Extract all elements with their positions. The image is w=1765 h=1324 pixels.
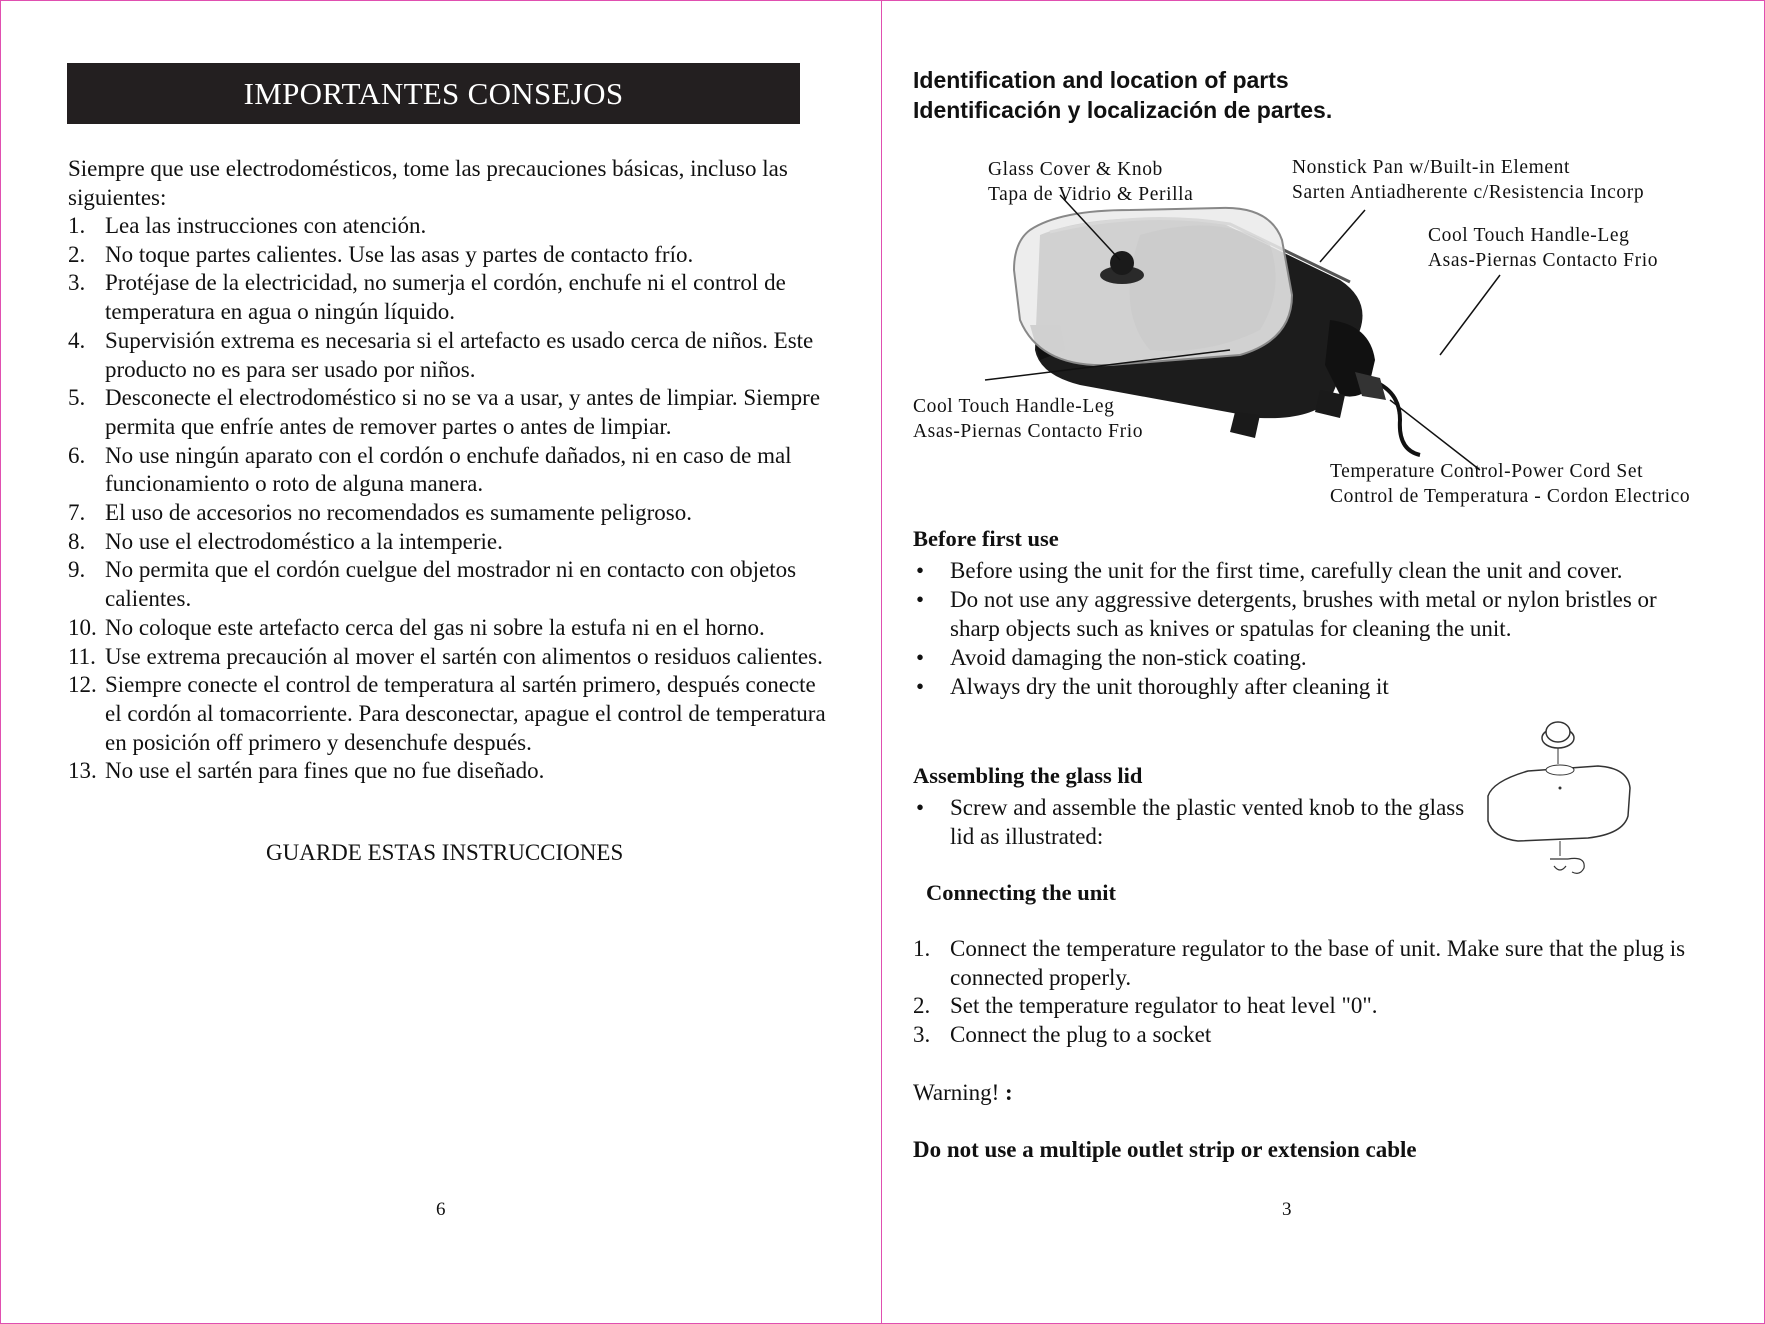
label-temperature-control: Temperature Control-Power Cord Set Control de Temperatura - Cordon Electrico	[1330, 461, 1691, 507]
before-first-use-list	[913, 556, 1703, 701]
page-number-left: 6	[436, 1199, 446, 1220]
list-item-text: Set the temperature regulator to heat level "0".	[950, 993, 1378, 1019]
list-item	[913, 992, 1703, 1021]
bullet-item	[913, 793, 1473, 851]
bullet-text: Always dry the unit thoroughly after cleaning it	[950, 674, 1389, 699]
bullet-item	[913, 585, 1703, 643]
bullet-dot: •	[916, 795, 925, 820]
list-item-text: No use ningún aparato con el cordón o enchufe dañados, ni en caso de mal funcionamiento o roto de alguna manera.	[105, 442, 792, 497]
list-item-number: 11.	[68, 643, 96, 669]
list-item	[68, 528, 838, 557]
label-handle-left: Cool Touch Handle-Leg Asas-Piernas Contacto Frio	[913, 396, 1144, 442]
list-item-number: 6.	[68, 442, 86, 468]
list-item-number: 2.	[68, 241, 86, 267]
label-nonstick-pan: Nonstick Pan w/Built-in Element Sarten Antiadherente c/Resistencia Incorp	[1292, 157, 1645, 203]
bullet-dot: •	[916, 558, 925, 583]
list-item-number: 4.	[68, 327, 86, 353]
list-item	[68, 757, 838, 786]
bullet-item	[913, 643, 1703, 672]
list-item	[68, 556, 838, 613]
list-item-text: Supervisión extrema es necesaria si el artefacto es usado cerca de niños. Este producto no es para ser usado por niños.	[105, 327, 814, 382]
bullet-text: Do not use any aggressive detergents, brushes with metal or nylon bristles or sharp objects such as knives or spatulas for cleaning the unit.	[950, 587, 1657, 641]
label-handle-right: Cool Touch Handle-Leg Asas-Piernas Contacto Frio	[1428, 225, 1659, 271]
page-divider	[881, 0, 882, 1324]
warning-text: Do not use a multiple outlet strip or extension cable	[913, 1137, 1417, 1162]
list-item-text: Desconecte el electrodoméstico si no se va a usar, y antes de limpiar. Siempre permita que enfríe antes de remover partes o antes de limpiar.	[105, 385, 821, 439]
before-first-use-heading: Before first use	[913, 526, 1059, 551]
temperature-control	[1355, 372, 1386, 400]
list-item-text: No permita que el cordón cuelgue del mostrador ni en contacto con objetos calientes.	[105, 557, 797, 612]
warning-line	[913, 1080, 1013, 1106]
list-item-number: 13.	[68, 758, 97, 784]
bullet-text: Avoid damaging the non-stick coating.	[950, 645, 1307, 670]
warning-label: Warning!	[913, 1080, 1000, 1105]
skillet-diagram	[900, 150, 1760, 520]
label-glass-cover: Glass Cover & Knob Tapa de Vidrio & Perilla	[988, 159, 1194, 205]
list-item	[913, 935, 1703, 992]
list-item-number: 12.	[68, 672, 97, 698]
list-item-text: No toque partes calientes. Use las asas y partes de contacto frío.	[105, 241, 694, 267]
list-item	[913, 1021, 1703, 1050]
bullet-text: Screw and assemble the plastic vented knob to the glass lid as illustrated:	[950, 795, 1465, 849]
list-item-text: No use el sartén para fines que no fue diseñado.	[105, 758, 545, 784]
safety-instructions-list	[68, 212, 838, 786]
section-banner: IMPORTANTES CONSEJOS	[67, 63, 800, 124]
list-item-number: 5.	[68, 385, 86, 411]
page-number-right: 3	[1282, 1199, 1292, 1220]
list-item-text: No use el electrodoméstico a la intemperie.	[105, 528, 503, 554]
list-item-text: Lea las instrucciones con atención.	[105, 213, 427, 238]
bullet-dot: •	[916, 645, 925, 670]
save-instructions-note: GUARDE ESTAS INSTRUCCIONES	[266, 840, 624, 865]
list-item	[68, 327, 838, 384]
list-item	[68, 499, 838, 528]
parts-title-es: Identificación y localización de partes.	[913, 97, 1333, 123]
list-item-text: El uso de accesorios no recomendados es sumamente peligroso.	[105, 500, 692, 526]
list-item	[68, 442, 838, 499]
connecting-steps-list	[913, 935, 1703, 1050]
bullet-dot: •	[916, 674, 925, 699]
list-item-number: 1.	[913, 936, 931, 961]
intro-text: Siempre que use electrodomésticos, tome las precauciones básicas, incluso las siguientes:	[68, 156, 788, 210]
assembling-list	[913, 793, 1473, 851]
list-item-number: 3.	[68, 270, 86, 296]
list-item-number: 10.	[68, 614, 97, 640]
bullet-text: Before using the unit for the first time, carefully clean the unit and cover.	[950, 558, 1623, 583]
list-item-number: 2.	[913, 993, 931, 1019]
list-item	[68, 212, 838, 241]
lid-assembly-illustration	[1468, 716, 1648, 876]
parts-title	[913, 65, 1332, 125]
list-item	[68, 671, 838, 757]
list-item	[68, 384, 838, 441]
bullet-item	[913, 672, 1703, 701]
parts-title-en: Identification and location of parts	[913, 67, 1289, 93]
list-item	[68, 269, 838, 326]
list-item-number: 8.	[68, 528, 86, 554]
connecting-heading: Connecting the unit	[926, 880, 1117, 905]
list-item	[68, 241, 838, 270]
list-item-text: Connect the plug to a socket	[950, 1022, 1212, 1048]
warning-colon: :	[999, 1080, 1013, 1105]
list-item	[68, 614, 838, 643]
list-item-text: No coloque este artefacto cerca del gas ni sobre la estufa ni en el horno.	[105, 614, 765, 640]
list-item-text: Use extrema precaución al mover el sartén con alimentos o residuos calientes.	[105, 643, 823, 669]
list-item-text: Connect the temperature regulator to the base of unit. Make sure that the plug is connected properly.	[950, 936, 1686, 990]
assembling-heading: Assembling the glass lid	[913, 763, 1143, 788]
list-item-number: 7.	[68, 500, 86, 526]
list-item	[68, 643, 838, 672]
list-item-text: Protéjase de la electricidad, no sumerja el cordón, enchufe ni el control de temperatura en agua o ningún líquido.	[105, 270, 786, 325]
bullet-item	[913, 556, 1703, 585]
list-item-number: 9.	[68, 557, 86, 583]
list-item-number: 3.	[913, 1022, 931, 1048]
list-item-number: 1.	[68, 213, 86, 238]
list-item-text: Siempre conecte el control de temperatura al sartén primero, después conecte el cordón al tomacorriente. Para desconectar, apague el control de temperatura en posición off primero y desenchufe después.	[105, 672, 826, 755]
lid-assembly-figure	[1468, 716, 1648, 876]
bullet-dot: •	[916, 587, 925, 612]
